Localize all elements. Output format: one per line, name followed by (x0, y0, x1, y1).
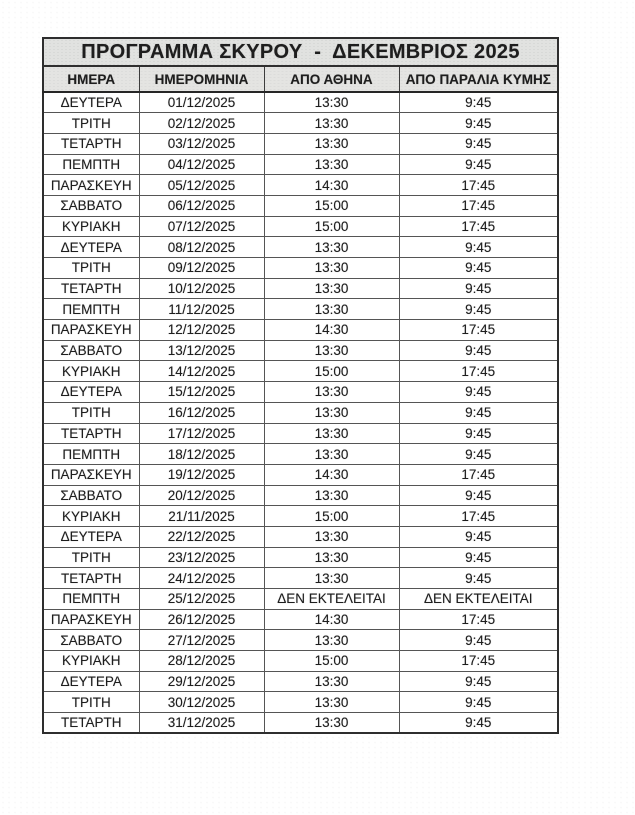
table-row (43, 133, 558, 154)
date-cell: 10/12/2025 (139, 278, 264, 299)
day-cell: ΔΕΥΤΕΡΑ (43, 237, 139, 258)
table-row (43, 692, 558, 713)
from-paralia-kymis-cell: 9:45 (399, 258, 558, 279)
date-cell: 29/12/2025 (139, 671, 264, 692)
from-paralia-kymis-cell: 17:45 (399, 506, 558, 527)
from-paralia-kymis-cell: 9:45 (399, 713, 558, 734)
title-row (43, 38, 558, 66)
from-paralia-kymis-cell: 9:45 (399, 444, 558, 465)
table-row (43, 630, 558, 651)
table-row (43, 402, 558, 423)
date-cell: 09/12/2025 (139, 258, 264, 279)
from-paralia-kymis-cell: 9:45 (399, 237, 558, 258)
from-paralia-kymis-cell: 9:45 (399, 154, 558, 175)
day-cell: ΣΑΒΒΑΤΟ (43, 195, 139, 216)
from-paralia-kymis-cell: 17:45 (399, 651, 558, 672)
day-cell: ΔΕΥΤΕΡΑ (43, 382, 139, 403)
day-cell: ΣΑΒΒΑΤΟ (43, 630, 139, 651)
day-cell: ΠΕΜΠΤΗ (43, 299, 139, 320)
date-cell: 28/12/2025 (139, 651, 264, 672)
table-row (43, 444, 558, 465)
from-athens-cell: 13:30 (264, 382, 399, 403)
from-paralia-kymis-cell: 9:45 (399, 113, 558, 134)
date-cell: 13/12/2025 (139, 340, 264, 361)
schedule-rows (43, 92, 558, 733)
date-cell: 17/12/2025 (139, 423, 264, 444)
day-cell: ΤΕΤΑΡΤΗ (43, 133, 139, 154)
table-row (43, 278, 558, 299)
date-cell: 14/12/2025 (139, 361, 264, 382)
table-row (43, 175, 558, 196)
table-row (43, 195, 558, 216)
from-paralia-kymis-cell: 9:45 (399, 526, 558, 547)
day-cell: ΠΑΡΑΣΚΕΥΗ (43, 464, 139, 485)
from-athens-cell: 13:30 (264, 444, 399, 465)
from-athens-cell: 14:30 (264, 464, 399, 485)
from-athens-cell: 13:30 (264, 258, 399, 279)
from-paralia-kymis-cell: 17:45 (399, 464, 558, 485)
table-row (43, 526, 558, 547)
date-cell: 16/12/2025 (139, 402, 264, 423)
date-cell: 22/12/2025 (139, 526, 264, 547)
from-athens-cell: 13:30 (264, 713, 399, 734)
column-header-row (43, 66, 558, 92)
from-paralia-kymis-cell: 9:45 (399, 402, 558, 423)
from-paralia-kymis-cell: 17:45 (399, 195, 558, 216)
from-athens-cell: 13:30 (264, 568, 399, 589)
from-paralia-kymis-cell: 17:45 (399, 175, 558, 196)
date-cell: 21/11/2025 (139, 506, 264, 527)
day-cell: ΤΕΤΑΡΤΗ (43, 713, 139, 734)
date-cell: 24/12/2025 (139, 568, 264, 589)
from-paralia-kymis-cell: 9:45 (399, 485, 558, 506)
date-cell: 31/12/2025 (139, 713, 264, 734)
date-cell: 23/12/2025 (139, 547, 264, 568)
table-row (43, 485, 558, 506)
day-cell: ΠΑΡΑΣΚΕΥΗ (43, 320, 139, 341)
date-cell: 06/12/2025 (139, 195, 264, 216)
column-header-day: ΗΜΕΡΑ (43, 66, 139, 92)
from-paralia-kymis-cell: 9:45 (399, 340, 558, 361)
table-row (43, 671, 558, 692)
date-cell: 03/12/2025 (139, 133, 264, 154)
day-cell: ΣΑΒΒΑΤΟ (43, 485, 139, 506)
table-row (43, 340, 558, 361)
from-paralia-kymis-cell: 9:45 (399, 547, 558, 568)
from-athens-cell: 14:30 (264, 320, 399, 341)
from-athens-cell: 15:00 (264, 216, 399, 237)
from-paralia-kymis-cell: 9:45 (399, 423, 558, 444)
from-athens-cell: 13:30 (264, 630, 399, 651)
document-title: ΠΡΟΓΡΑΜΜΑ ΣΚΥΡΟΥ - ΔΕΚΕΜΒΡΙΟΣ 2025 (43, 38, 558, 66)
day-cell: ΤΡΙΤΗ (43, 258, 139, 279)
from-paralia-kymis-cell: 9:45 (399, 92, 558, 113)
day-cell: ΠΕΜΠΤΗ (43, 154, 139, 175)
from-athens-cell: ΔΕΝ ΕΚΤΕΛΕΙΤΑΙ (264, 589, 399, 610)
table-row (43, 92, 558, 113)
from-athens-cell: 13:30 (264, 154, 399, 175)
from-paralia-kymis-cell: 17:45 (399, 609, 558, 630)
day-cell: ΔΕΥΤΕΡΑ (43, 92, 139, 113)
table-row (43, 361, 558, 382)
date-cell: 19/12/2025 (139, 464, 264, 485)
day-cell: ΤΕΤΑΡΤΗ (43, 423, 139, 444)
from-athens-cell: 13:30 (264, 423, 399, 444)
from-athens-cell: 13:30 (264, 692, 399, 713)
date-cell: 15/12/2025 (139, 382, 264, 403)
day-cell: ΤΡΙΤΗ (43, 113, 139, 134)
day-cell: ΠΕΜΠΤΗ (43, 444, 139, 465)
from-paralia-kymis-cell: 9:45 (399, 692, 558, 713)
from-athens-cell: 15:00 (264, 195, 399, 216)
date-cell: 26/12/2025 (139, 609, 264, 630)
from-athens-cell: 13:30 (264, 278, 399, 299)
from-athens-cell: 13:30 (264, 526, 399, 547)
table-row (43, 506, 558, 527)
table-row (43, 113, 558, 134)
date-cell: 18/12/2025 (139, 444, 264, 465)
from-athens-cell: 15:00 (264, 651, 399, 672)
day-cell: ΣΑΒΒΑΤΟ (43, 340, 139, 361)
from-paralia-kymis-cell: 9:45 (399, 299, 558, 320)
date-cell: 11/12/2025 (139, 299, 264, 320)
date-cell: 01/12/2025 (139, 92, 264, 113)
day-cell: ΔΕΥΤΕΡΑ (43, 671, 139, 692)
from-athens-cell: 13:30 (264, 133, 399, 154)
from-athens-cell: 13:30 (264, 237, 399, 258)
date-cell: 20/12/2025 (139, 485, 264, 506)
date-cell: 04/12/2025 (139, 154, 264, 175)
table-row (43, 589, 558, 610)
from-paralia-kymis-cell: ΔΕΝ ΕΚΤΕΛΕΙΤΑΙ (399, 589, 558, 610)
from-paralia-kymis-cell: 9:45 (399, 133, 558, 154)
table-row (43, 609, 558, 630)
table-row (43, 299, 558, 320)
table-row (43, 651, 558, 672)
date-cell: 02/12/2025 (139, 113, 264, 134)
from-athens-cell: 13:30 (264, 671, 399, 692)
day-cell: ΠΑΡΑΣΚΕΥΗ (43, 175, 139, 196)
day-cell: ΠΑΡΑΣΚΕΥΗ (43, 609, 139, 630)
day-cell: ΚΥΡΙΑΚΗ (43, 216, 139, 237)
from-athens-cell: 14:30 (264, 609, 399, 630)
from-athens-cell: 13:30 (264, 340, 399, 361)
from-paralia-kymis-cell: 9:45 (399, 671, 558, 692)
day-cell: ΚΥΡΙΑΚΗ (43, 506, 139, 527)
table-row (43, 547, 558, 568)
date-cell: 25/12/2025 (139, 589, 264, 610)
date-cell: 30/12/2025 (139, 692, 264, 713)
from-athens-cell: 13:30 (264, 485, 399, 506)
from-paralia-kymis-cell: 9:45 (399, 382, 558, 403)
day-cell: ΚΥΡΙΑΚΗ (43, 361, 139, 382)
day-cell: ΤΡΙΤΗ (43, 547, 139, 568)
from-athens-cell: 13:30 (264, 92, 399, 113)
table-row (43, 464, 558, 485)
day-cell: ΤΡΙΤΗ (43, 402, 139, 423)
day-cell: ΚΥΡΙΑΚΗ (43, 651, 139, 672)
day-cell: ΠΕΜΠΤΗ (43, 589, 139, 610)
column-header-date: ΗΜΕΡΟΜΗΝΙΑ (139, 66, 264, 92)
from-athens-cell: 13:30 (264, 547, 399, 568)
from-athens-cell: 14:30 (264, 175, 399, 196)
date-cell: 08/12/2025 (139, 237, 264, 258)
column-header-from-paralia-kymis: ΑΠΟ ΠΑΡΑΛΙΑ ΚΥΜΗΣ (399, 66, 558, 92)
column-header-from-athens: ΑΠΟ ΑΘΗΝΑ (264, 66, 399, 92)
from-paralia-kymis-cell: 9:45 (399, 568, 558, 589)
date-cell: 12/12/2025 (139, 320, 264, 341)
date-cell: 05/12/2025 (139, 175, 264, 196)
from-paralia-kymis-cell: 17:45 (399, 361, 558, 382)
from-paralia-kymis-cell: 9:45 (399, 278, 558, 299)
day-cell: ΤΡΙΤΗ (43, 692, 139, 713)
day-cell: ΔΕΥΤΕΡΑ (43, 526, 139, 547)
from-athens-cell: 13:30 (264, 402, 399, 423)
day-cell: ΤΕΤΑΡΤΗ (43, 568, 139, 589)
from-athens-cell: 13:30 (264, 299, 399, 320)
day-cell: ΤΕΤΑΡΤΗ (43, 278, 139, 299)
from-athens-cell: 15:00 (264, 361, 399, 382)
table-row (43, 713, 558, 734)
table-row (43, 568, 558, 589)
from-athens-cell: 13:30 (264, 113, 399, 134)
from-athens-cell: 15:00 (264, 506, 399, 527)
table-row (43, 237, 558, 258)
table-row (43, 320, 558, 341)
table-row (43, 154, 558, 175)
table-row (43, 258, 558, 279)
date-cell: 27/12/2025 (139, 630, 264, 651)
date-cell: 07/12/2025 (139, 216, 264, 237)
from-paralia-kymis-cell: 17:45 (399, 216, 558, 237)
from-paralia-kymis-cell: 9:45 (399, 630, 558, 651)
from-paralia-kymis-cell: 17:45 (399, 320, 558, 341)
ferry-schedule-table (42, 37, 559, 734)
table-row (43, 216, 558, 237)
table-row (43, 423, 558, 444)
table-row (43, 382, 558, 403)
